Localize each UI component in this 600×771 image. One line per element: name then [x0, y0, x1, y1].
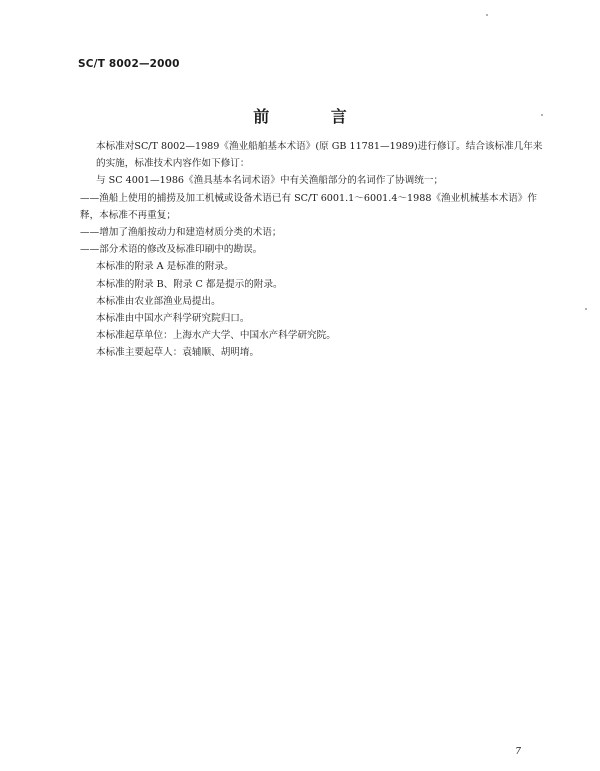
paragraph-drafters: 本标准主要起草人：袁辅顺、胡明堉。 — [96, 347, 260, 359]
paragraph-appendix-bc: 本标准的附录 B、附录 C 都是提示的附录。 — [96, 278, 283, 290]
scan-speck — [541, 114, 543, 116]
paragraph-intro: 本标准对SC/T 8002—1989《渔业船舶基本术语》(原 GB 11781—1989)进行修订。结合该标准几年来的实施，标准技术内容作如下修订： — [96, 141, 543, 170]
page-title: 前 言 — [253, 107, 375, 126]
scan-speck — [486, 14, 488, 16]
foreword-body — [80, 138, 546, 362]
scan-speck — [585, 308, 587, 310]
paragraph-administrator: 本标准由中国水产科学研究院归口。 — [96, 313, 250, 325]
standard-code: SC/T 8002—2000 — [78, 58, 180, 70]
page-number: 7 — [515, 747, 521, 757]
paragraph-proposer: 本标准由农业部渔业局提出。 — [96, 295, 221, 307]
paragraph-drafting-units: 本标准起草单位：上海水产大学、中国水产科学研究院。 — [96, 330, 336, 342]
paragraph-revision-3: ——增加了渔船按动力和建造材质分类的术语； — [80, 227, 282, 239]
paragraph-appendix-a: 本标准的附录 A 是标准的附录。 — [96, 261, 234, 273]
paragraph-revision-2: ——渔船上使用的捕捞及加工机械或设备术语已有 SC/T 6001.1～6001.4～1988《渔业机械基本术语》作释，本标准不再重复； — [80, 192, 537, 221]
paragraph-revision-4: ——部分术语的修改及标准印刷中的勘误。 — [80, 244, 263, 256]
paragraph-revision-1: 与 SC 4001—1986《渔具基本名词术语》中有关渔船部分的名词作了协调统一； — [96, 175, 444, 187]
